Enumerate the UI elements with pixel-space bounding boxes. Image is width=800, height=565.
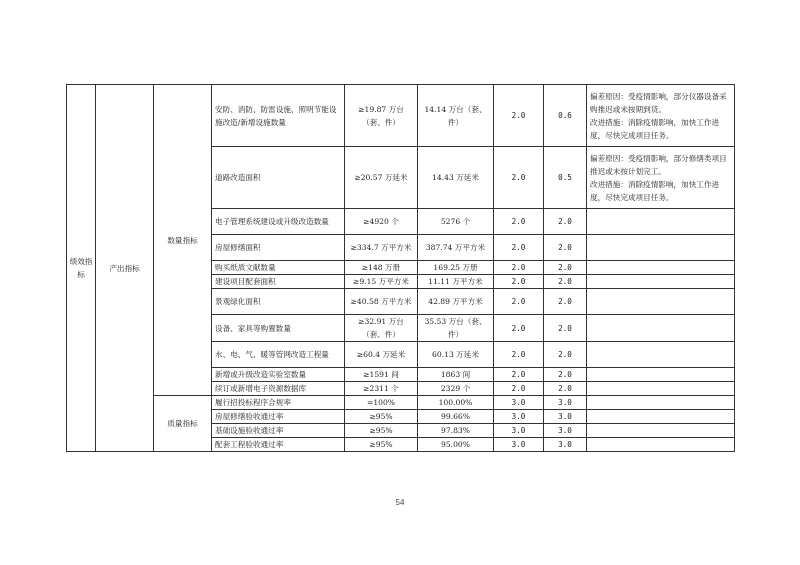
- table-row: [67, 85, 735, 147]
- note-line: 偏差原因：受疫情影响，部分仪器设备采购推迟或未按期到货。: [590, 91, 727, 114]
- score-cell: 2.0: [544, 235, 587, 261]
- note-cell: [587, 438, 735, 452]
- indicator-cell: 电子管理系统建设或升级改造数量: [212, 209, 345, 235]
- actual-cell: 1863 间: [418, 368, 494, 382]
- target-cell: ≥334.7 万平方米: [345, 235, 418, 261]
- weight-cell: 2.0: [494, 261, 544, 275]
- target-cell: ≥95%: [345, 438, 418, 452]
- note-cell: [587, 289, 735, 315]
- group-cell: 数量指标: [154, 85, 212, 396]
- note-cell: [587, 396, 735, 410]
- group-cell: 质量指标: [154, 396, 212, 452]
- note-cell: [587, 147, 735, 209]
- actual-cell: 35.53 万台（套、件）: [418, 315, 494, 342]
- indicator-cell: 水、电、气、暖等管网改造工程量: [212, 342, 345, 368]
- weight-cell: 2.0: [494, 209, 544, 235]
- target-cell: =100%: [345, 396, 418, 410]
- indicator-cell: 履行招投标程序合规率: [212, 396, 345, 410]
- weight-cell: 3.0: [494, 410, 544, 424]
- target-cell: ≥95%: [345, 424, 418, 438]
- score-cell: 2.0: [544, 382, 587, 396]
- weight-cell: 2.0: [494, 342, 544, 368]
- indicator-cell: 景观绿化面积: [212, 289, 345, 315]
- target-cell: ≥32.91 万台（套、件）: [345, 315, 418, 342]
- actual-cell: 42.89 万平方米: [418, 289, 494, 315]
- weight-cell: 3.0: [494, 396, 544, 410]
- note-line: 改进措施：消除疫情影响，加快工作进度，尽快完成项目任务。: [590, 117, 720, 140]
- indicator-cell: 安防、消防、防雷设施、照明节能设施改造/新增设施数量: [212, 85, 345, 147]
- actual-cell: 95.00%: [418, 438, 494, 452]
- weight-cell: 3.0: [494, 424, 544, 438]
- score-cell: 2.0: [544, 275, 587, 289]
- indicator-cell: 设备、家具等购置数量: [212, 315, 345, 342]
- weight-cell: 2.0: [494, 315, 544, 342]
- actual-cell: 11.11 万平方米: [418, 275, 494, 289]
- note-cell: [587, 235, 735, 261]
- note-cell: [587, 368, 735, 382]
- weight-cell: 2.0: [494, 235, 544, 261]
- score-cell: 2.0: [544, 289, 587, 315]
- indicator-cell: 购买纸质文献数量: [212, 261, 345, 275]
- actual-cell: 14.14 万台（套、件）: [418, 85, 494, 147]
- indicator-cell: 配套工程验收通过率: [212, 438, 345, 452]
- note-cell: [587, 424, 735, 438]
- weight-cell: 2.0: [494, 85, 544, 147]
- weight-cell: 2.0: [494, 147, 544, 209]
- performance-table: [66, 84, 735, 452]
- target-cell: ≥95%: [345, 410, 418, 424]
- note-cell: [587, 261, 735, 275]
- actual-cell: 97.83%: [418, 424, 494, 438]
- score-cell: 3.0: [544, 410, 587, 424]
- level2-cell: 产出指标: [96, 85, 154, 452]
- target-cell: ≥40.58 万平方米: [345, 289, 418, 315]
- score-cell: 3.0: [544, 424, 587, 438]
- score-cell: 3.0: [544, 438, 587, 452]
- score-cell: 2.0: [544, 368, 587, 382]
- target-cell: ≥19.87 万台（套、件）: [345, 85, 418, 147]
- actual-cell: 100.00%: [418, 396, 494, 410]
- indicator-cell: 续订或新增电子资源数据库: [212, 382, 345, 396]
- target-cell: ≥60.4 万延米: [345, 342, 418, 368]
- page-number: 54: [395, 498, 405, 507]
- note-line: 改进措施：消除疫情影响，加快工作进度，尽快完成项目任务。: [590, 179, 720, 202]
- note-line: 偏差原因：受疫情影响，部分修缮类项目推迟或未按计划完工。: [590, 153, 727, 176]
- actual-cell: 387.74 万平方米: [418, 235, 494, 261]
- indicator-cell: 新增或升级改造实验室数量: [212, 368, 345, 382]
- actual-cell: 2329 个: [418, 382, 494, 396]
- weight-cell: 2.0: [494, 368, 544, 382]
- indicator-cell: 基础设施验收通过率: [212, 424, 345, 438]
- actual-cell: 14.43 万延米: [418, 147, 494, 209]
- score-cell: 0.6: [544, 85, 587, 147]
- target-cell: ≥20.57 万延米: [345, 147, 418, 209]
- note-cell: [587, 275, 735, 289]
- indicator-cell: 房屋修缮验收通过率: [212, 410, 345, 424]
- score-cell: 2.0: [544, 342, 587, 368]
- weight-cell: 2.0: [494, 382, 544, 396]
- actual-cell: 60.13 万延米: [418, 342, 494, 368]
- target-cell: ≥148 万册: [345, 261, 418, 275]
- note-cell: [587, 209, 735, 235]
- indicator-cell: 房屋修缮面积: [212, 235, 345, 261]
- actual-cell: 169.25 万册: [418, 261, 494, 275]
- weight-cell: 2.0: [494, 275, 544, 289]
- weight-cell: 3.0: [494, 438, 544, 452]
- table-row: [67, 396, 735, 410]
- note-cell: [587, 382, 735, 396]
- target-cell: ≥1591 间: [345, 368, 418, 382]
- score-cell: 2.0: [544, 209, 587, 235]
- score-cell: 3.0: [544, 396, 587, 410]
- actual-cell: 99.66%: [418, 410, 494, 424]
- indicator-cell: 道路改造面积: [212, 147, 345, 209]
- score-cell: 0.5: [544, 147, 587, 209]
- note-cell: [587, 410, 735, 424]
- note-cell: [587, 315, 735, 342]
- table-body: [67, 85, 735, 452]
- weight-cell: 2.0: [494, 289, 544, 315]
- note-cell: [587, 342, 735, 368]
- level1-cell: 绩效指标: [67, 85, 96, 452]
- target-cell: ≥2311 个: [345, 382, 418, 396]
- target-cell: ≥4920 个: [345, 209, 418, 235]
- target-cell: ≥9.15 万平方米: [345, 275, 418, 289]
- score-cell: 2.0: [544, 261, 587, 275]
- score-cell: 2.0: [544, 315, 587, 342]
- note-cell: [587, 85, 735, 147]
- actual-cell: 5276 个: [418, 209, 494, 235]
- indicator-cell: 建设项目配套面积: [212, 275, 345, 289]
